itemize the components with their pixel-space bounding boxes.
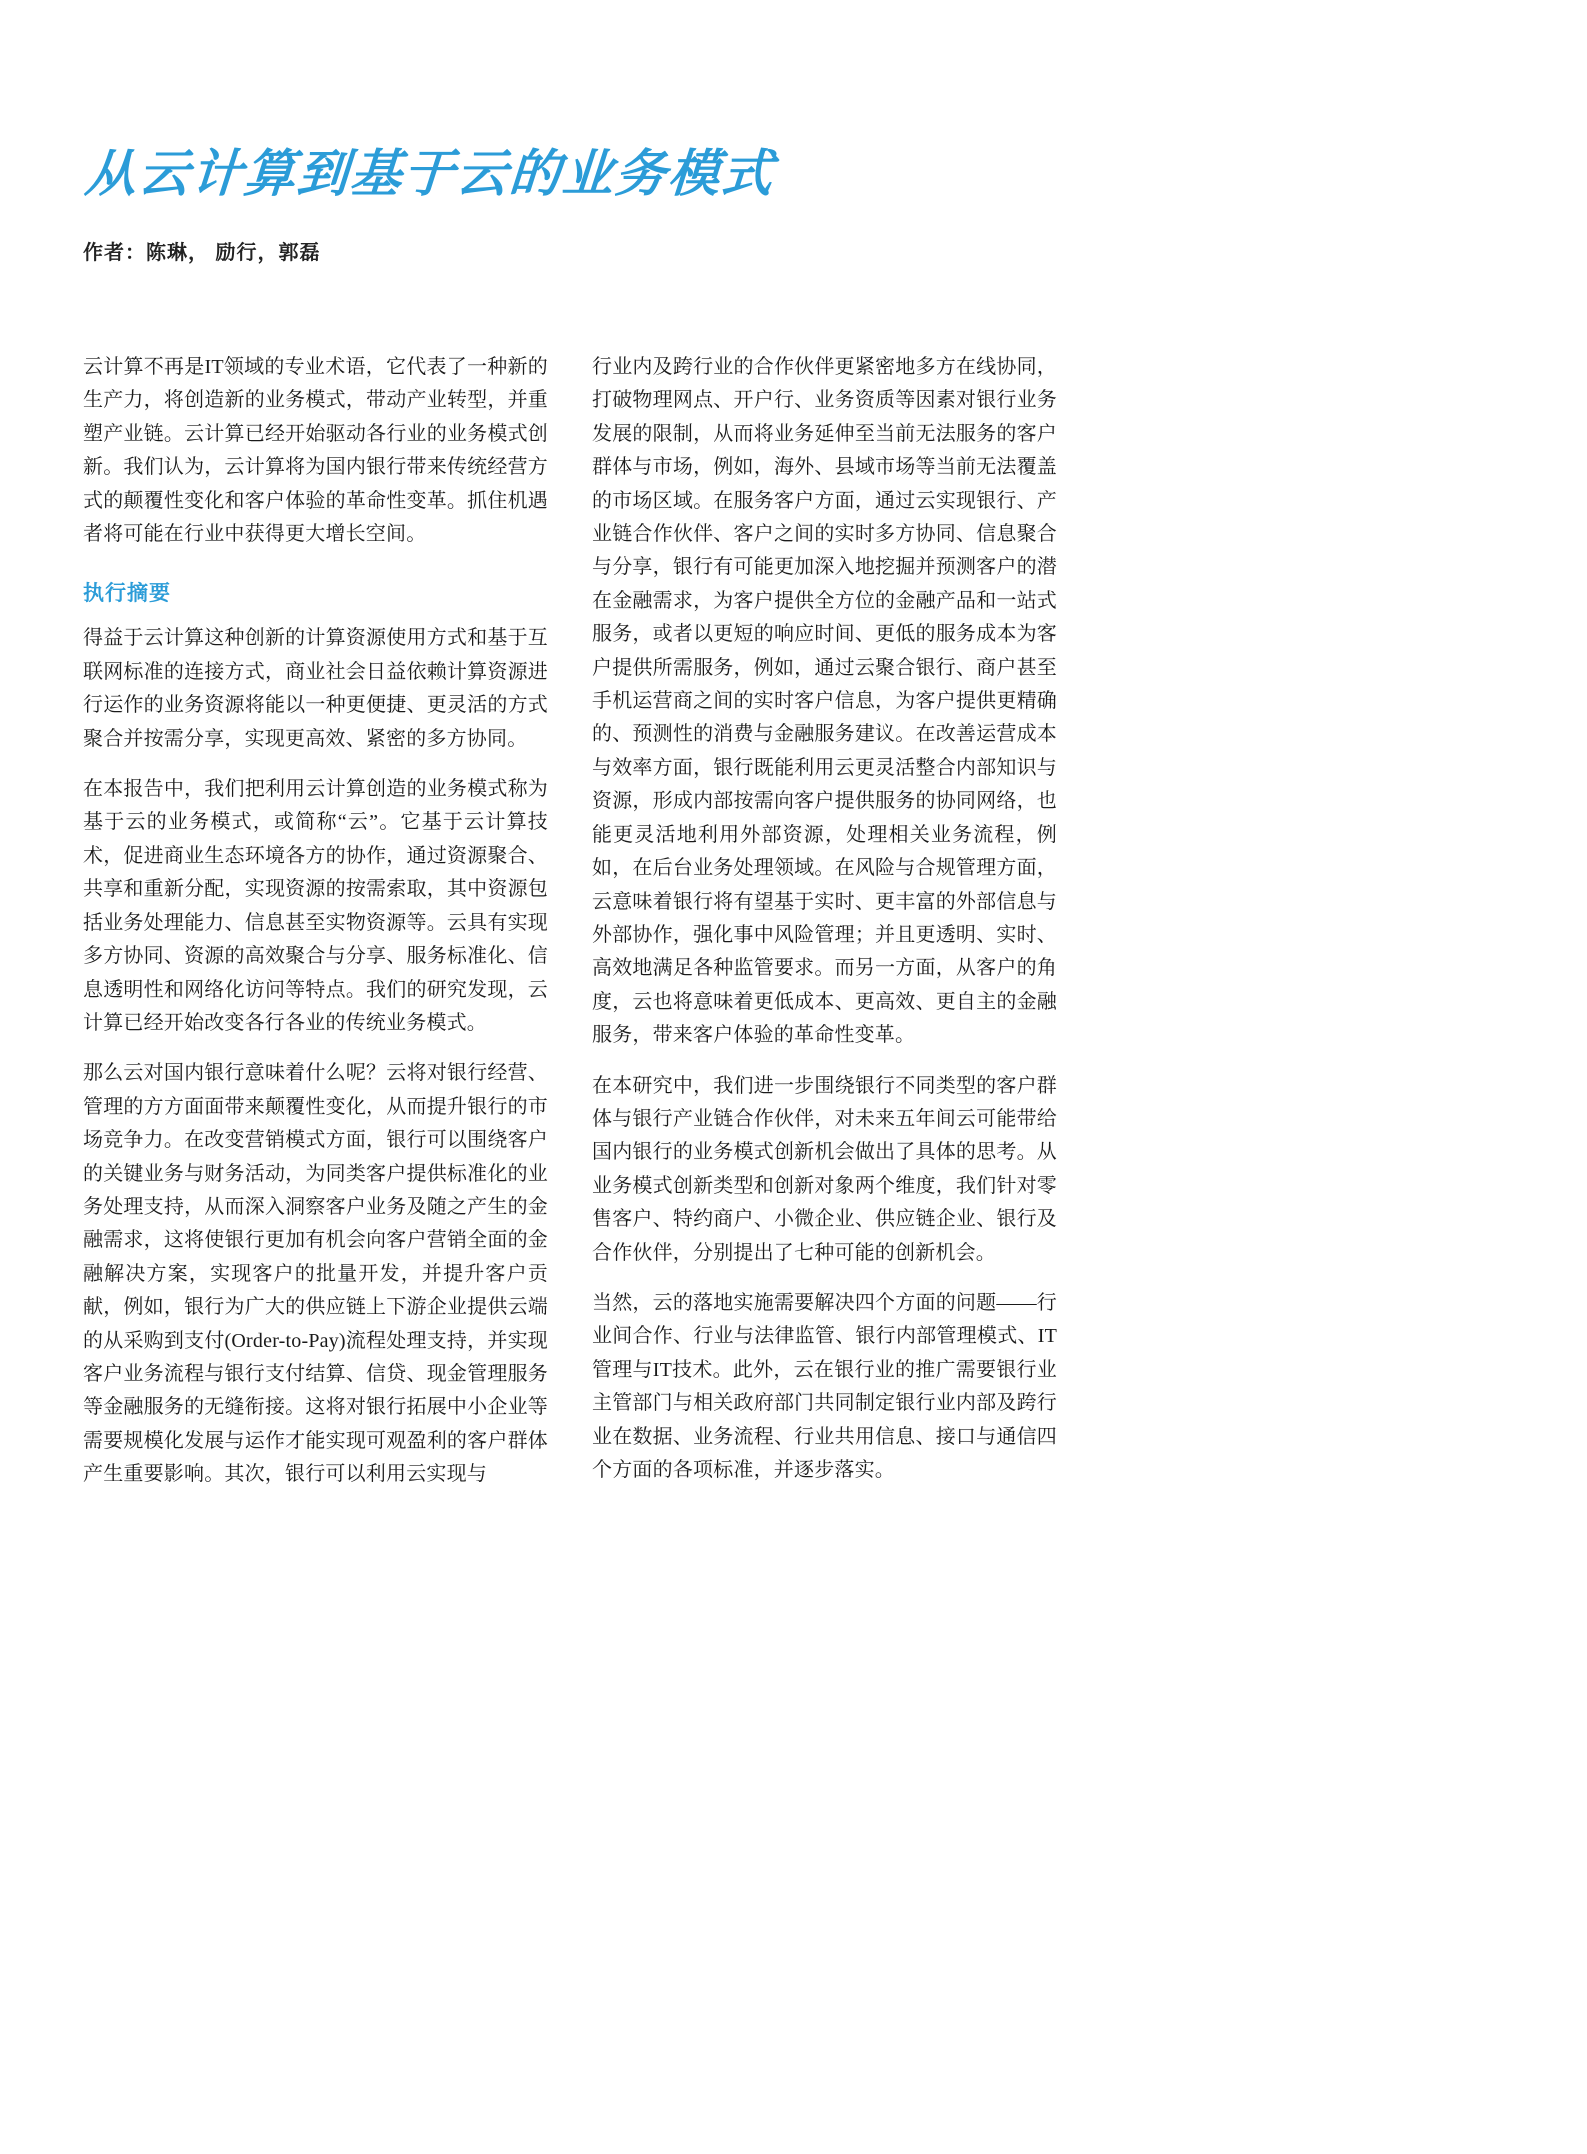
page-title: 从云计算到基于云的业务模式 xyxy=(83,145,777,202)
author-line: 作者：陈琳， 励行，郭磊 xyxy=(83,242,321,264)
paragraph-intro: 云计算不再是IT领域的专业术语，它代表了一种新的生产力，将创造新的业务模式，带动产业转型，并重塑产业链。云计算已经开始驱动各行业的业务模式创新。我们认为，云计算将为国内银行带来传统经营方式的颠覆性变化和客户体验的革命性变革。抓住机遇者将可能在行业中获得更大增长空间。 xyxy=(83,356,548,546)
paragraph-summary-3: 那么云对国内银行意味着什么呢？云将对银行经营、管理的方方面面带来颠覆性变化，从而提升银行的市场竞争力。在改变营销模式方面，银行可以围绕客户的关键业务与财务活动，为同类客户提供标准化的业务处理支持，从而深入洞察客户业务及随之产生的金融需求，这将使银行更加有机会向客户营销全面的金融解决方案，实现客户的批量开发，并提升客户贡献，例如，银行为广大的供应链上下游企业提供云端的从采购到支付(Order-to-Pay)流程处理支持，并实现客户业务流程与银行支付结算、信贷、现金管理服务等金融服务的无缝衔接。这将对银行拓展中小企业等需要规模化发展与运作才能实现可观盈利的客户群体产生重要影响。其次，银行可以利用云实现与 xyxy=(83,1062,548,1486)
paragraph-summary-continued: 行业内及跨行业的合作伙伴更紧密地多方在线协同，打破物理网点、开户行、业务资质等因素对银行业务发展的限制，从而将业务延伸至当前无法服务的客户群体与市场，例如，海外、县域市场等当前无法覆盖的市场区域。在服务客户方面，通过云实现银行、产业链合作伙伴、客户之间的实时多方协同、信息聚合与分享，银行有可能更加深入地挖掘并预测客户的潜在金融需求，为客户提供全方位的金融产品和一站式服务，或者以更短的响应时间、更低的服务成本为客户提供所需服务，例如，通过云聚合银行、商户甚至手机运营商之间的实时客户信息，为客户提供更精确的、预测性的消费与金融服务建议。在改善运营成本与效率方面，银行既能利用云更灵活整合内部知识与资源，形成内部按需向客户提供服务的协同网络，也能更灵活地利用外部资源，处理相关业务流程，例如，在后台业务处理领域。在风险与合规管理方面，云意味着银行将有望基于实时、更丰富的外部信息与外部协作，强化事中风险管理；并且更透明、实时、高效地满足各种监管要求。而另一方面，从客户的角度，云也将意味着更低成本、更高效、更自主的金融服务，带来客户体验的革命性变革。 xyxy=(592,356,1057,1047)
right-column xyxy=(592,351,1057,1509)
two-column-layout xyxy=(83,351,1057,1509)
paragraph-summary-2: 在本报告中，我们把利用云计算创造的业务模式称为基于云的业务模式，或简称“云”。它基于云计算技术，促进商业生态环境各方的协作，通过资源聚合、共享和重新分配，实现资源的按需索取，其中资源包括业务处理能力、信息甚至实物资源等。云具有实现多方协同、资源的高效聚合与分享、服务标准化、信息透明性和网络化访问等特点。我们的研究发现，云计算已经开始改变各行各业的传统业务模式。 xyxy=(83,778,548,1034)
left-column xyxy=(83,351,548,1509)
paragraph-summary-1: 得益于云计算这种创新的计算资源使用方式和基于互联网标准的连接方式，商业社会日益依赖计算资源进行运作的业务资源将能以一种更便捷、更灵活的方式聚合并按需分享，实现更高效、紧密的多方协同。 xyxy=(83,627,548,750)
paragraph-implementation-issues: 当然，云的落地实施需要解决四个方面的问题——行业间合作、行业与法律监管、银行内部管理模式、IT管理与IT技术。此外，云在银行业的推广需要银行业主管部门与相关政府部门共同制定银行业内部及跨行业在数据、业务流程、行业共用信息、接口与通信四个方面的各项标准，并逐步落实。 xyxy=(592,1291,1057,1481)
section-heading-executive-summary: 执行摘要 xyxy=(83,582,171,606)
paragraph-research-scope: 在本研究中，我们进一步围绕银行不同类型的客户群体与银行产业链合作伙伴，对未来五年间云可能带给国内银行的业务模式创新机会做出了具体的思考。从业务模式创新类型和创新对象两个维度，我们针对零售客户、特约商户、小微企业、供应链企业、银行及合作伙伴，分别提出了七种可能的创新机会。 xyxy=(592,1074,1057,1264)
